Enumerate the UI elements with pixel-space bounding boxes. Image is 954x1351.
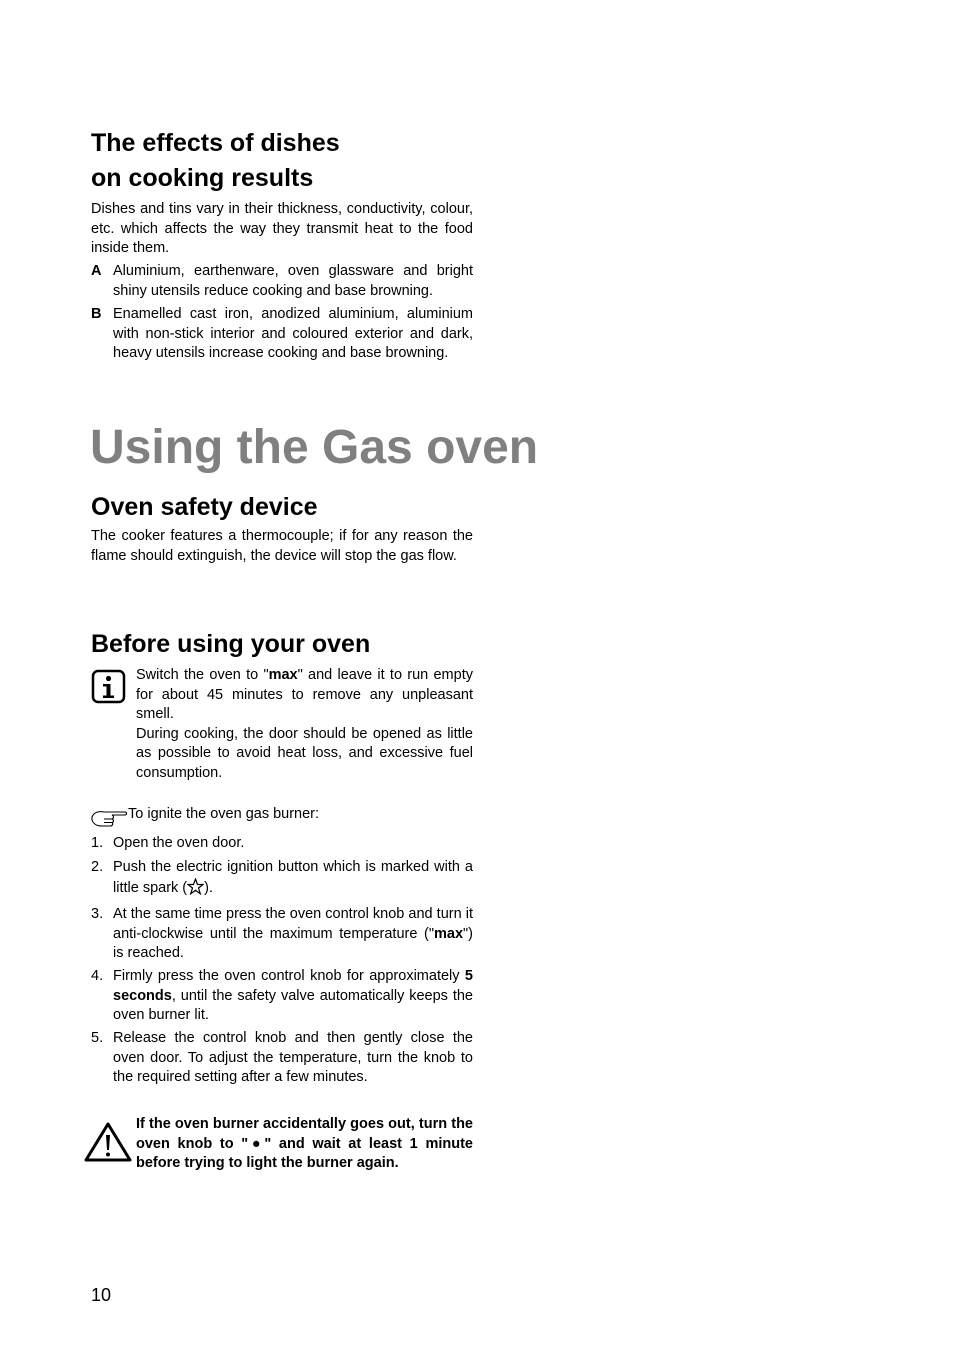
info-bold: max [268,667,298,683]
step-2 [91,858,473,898]
step-text [113,967,473,1026]
step-bold: 5 seconds [113,968,473,1004]
heading-line-1: The effects of dishes [91,129,340,157]
step-text [113,905,473,964]
step-5 [91,1029,473,1088]
step-text-b: , until the safety valve automatically keeps the oven burner lit. [113,987,473,1023]
chapter-title: Using the Gas oven [90,421,539,474]
info-icon [91,669,127,710]
info-block [136,666,473,783]
step-3 [91,905,473,964]
safety-heading: Oven safety device [91,493,318,521]
step-bold: max [433,925,464,942]
dishes-intro: Dishes and tins vary in their thickness, conductivity, colour, etc. which affects the way they transmit heat to the food inside them. [91,201,473,256]
info-paragraph-2: During cooking, the door should be opened as little as possible to avoid heat loss, and excessive fuel consumption. [136,725,473,781]
step-number: 5. [91,1030,104,1046]
step-text: Open the oven door. [113,835,245,851]
pointing-hand-icon [90,806,128,833]
heading-line-2: on cooking results [91,164,314,192]
info-text-b: " and leave it to run empty for about 45 minutes to remove any unpleasant smell. [136,667,473,722]
step-1 [91,834,473,854]
list-item-b [91,305,473,364]
step-number: 1. [91,835,104,851]
step-text-a: Push the electric ignition button which is marked with a little spark ( [113,859,473,896]
warning-triangle-icon [84,1121,132,1168]
page-number: 10 [91,1285,112,1305]
step-text-b: ). [204,879,213,896]
step-4 [91,967,473,1026]
warning-text: If the oven burner accidentally goes out, turn the oven knob to "●" and wait at least 1 minute before trying to light the burner again. [136,1116,473,1171]
before-heading: Before using your oven [91,630,371,658]
info-text-a: Switch the oven to " [136,667,269,683]
step-text-a: At the same time press the oven control knob and turn it anti-clockwise until the maximum temperature (" [113,906,473,942]
pointer-text: To ignite the oven gas burner: [128,806,320,822]
step-text-a: Firmly press the oven control knob for approximately [113,968,465,984]
section-heading-dishes [91,126,340,196]
item-label: A [91,263,102,279]
step-number: 2. [91,859,104,875]
list-item-a [91,262,473,301]
info-paragraph-1 [136,666,473,725]
step-number: 3. [91,906,104,922]
step-text: Release the control knob and then gently close the oven door. To adjust the temperature, turn the knob to the required setting after a few minutes. [113,1030,473,1085]
safety-text: The cooker features a thermocouple; if for any reason the flame should extinguish, the device will stop the gas flow. [91,528,473,564]
item-label: B [91,306,102,322]
step-number: 4. [91,968,104,984]
step-text [113,858,473,898]
item-text: Aluminium, earthenware, oven glassware and bright shiny utensils reduce cooking and base browning. [113,263,473,299]
step-text-b: ") is reached. [113,925,473,961]
item-text: Enamelled cast iron, anodized aluminium, aluminium with non-stick interior and coloured exterior and dark, heavy utensils increase cooking and base browning. [113,306,473,361]
spark-star-icon [187,878,204,895]
